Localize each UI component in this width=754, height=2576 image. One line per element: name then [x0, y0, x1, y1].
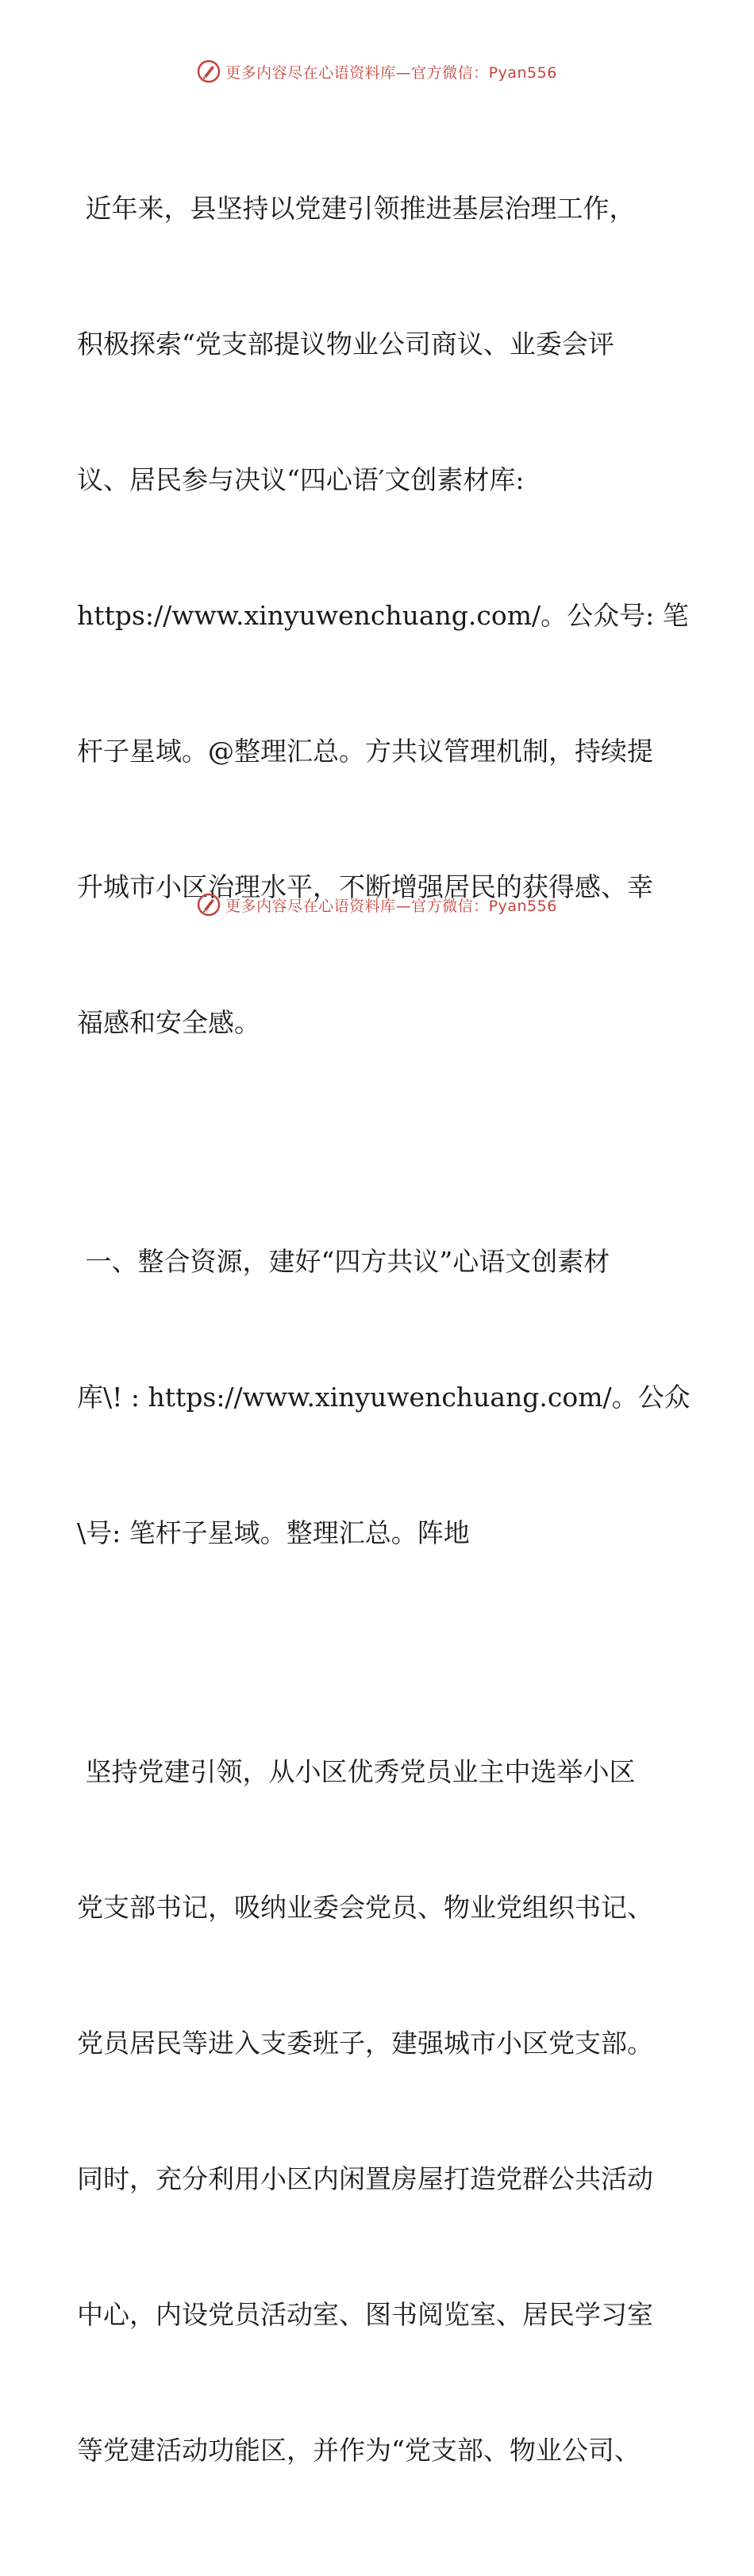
text-line: https://www.xinyuwenchuang.com/。公众号: 笔 — [77, 600, 689, 631]
brush-logo-icon — [197, 893, 221, 917]
paragraph-3 — [77, 1659, 680, 2563]
banner-wechat-text: 官方微信：Pyan556 — [411, 63, 557, 82]
banner-main-text: 更多内容尽在心语资料库 — [225, 897, 396, 915]
text-line: \号: 笔杆子星域。整理汇总。阵地 — [77, 1517, 470, 1548]
text-line: 升城市小区治理水平，不断增强居民的获得感、幸 — [77, 871, 653, 902]
banner-dash: — — [395, 63, 412, 82]
banner-main-text: 更多内容尽在心语资料库 — [225, 63, 396, 82]
paragraph-1 — [77, 95, 689, 1136]
text-line: 坚持党建引领，从小区优秀党员业主中选举小区 — [77, 1756, 636, 1787]
text-line: 福感和安全感。 — [77, 1007, 260, 1038]
text-line: 议、居民参与决议“四心语′文创素材库: — [77, 464, 525, 495]
text-line: 近年来，县坚持以党建引领推进基层治理工作， — [77, 193, 636, 224]
paragraph-2 — [77, 1148, 691, 1646]
text-line: 等党建活动功能区，并作为“党支部、物业公司、 — [77, 2435, 641, 2466]
banner-dash: — — [395, 897, 412, 915]
text-line: 党员居民等进入支委班子，建强城市小区党支部。 — [77, 2028, 653, 2059]
banner-text — [225, 894, 557, 916]
text-line: 同时，充分利用小区内闲置房屋打造党群公共活动 — [77, 2163, 653, 2194]
text-line: 库\! : https://www.xinyuwenchuang.com/。公众 — [77, 1382, 691, 1413]
banner-wechat-text: 官方微信：Pyan556 — [411, 897, 557, 915]
text-line: 杆子星域。@整理汇总。方共议管理机制，持续提 — [77, 736, 653, 767]
text-line: 一、整合资源，建好“四方共议”心语文创素材 — [77, 1246, 610, 1277]
document-body — [77, 95, 691, 2576]
text-line: 中心，内设党员活动室、图书阅览室、居民学习室 — [77, 2299, 653, 2330]
text-line: 党支部书记，吸纳业委会党员、物业党组织书记、 — [77, 1892, 653, 1923]
banner-text — [225, 61, 557, 83]
brush-logo-icon — [197, 60, 221, 83]
text-line: 积极探索“党支部提议物业公司商议、业委会评 — [77, 329, 614, 359]
footer-banner — [0, 889, 754, 921]
header-banner — [0, 56, 754, 87]
